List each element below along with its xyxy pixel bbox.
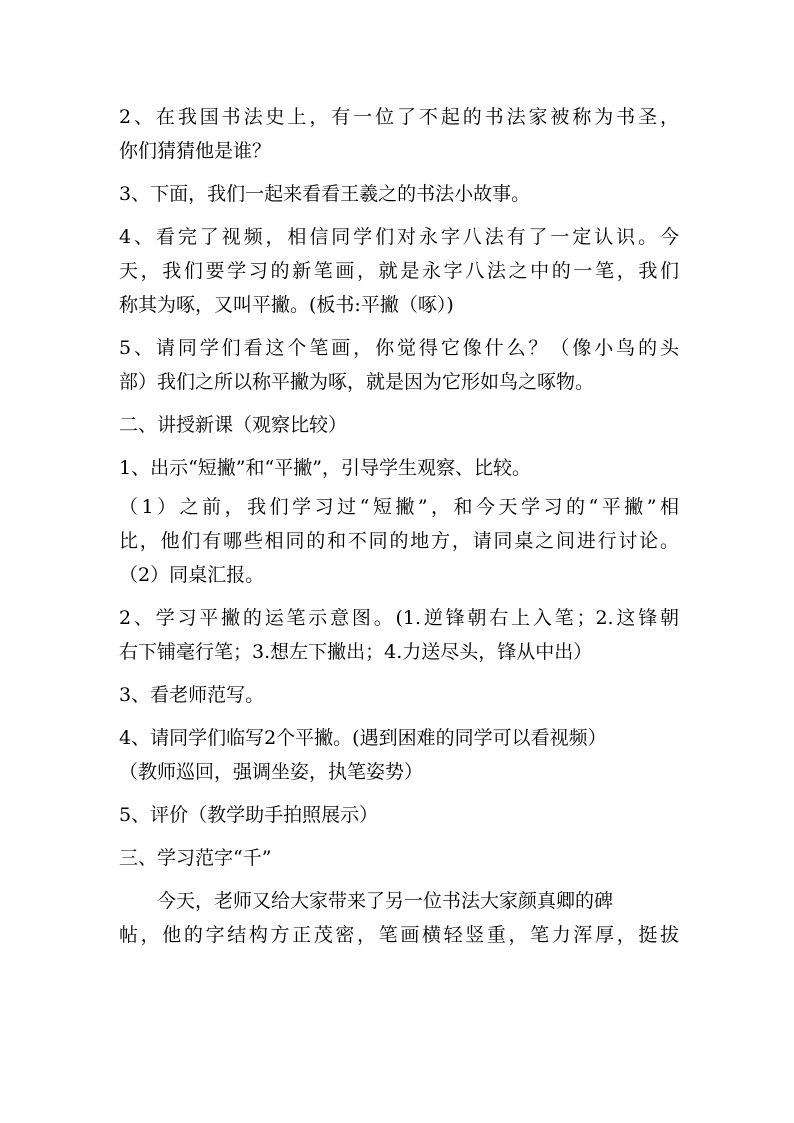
paragraph-4 xyxy=(119,331,679,399)
paragraph-8 xyxy=(119,558,679,592)
text-line: 4、看完了视频，相信同学们对永字八法有了一定认识。今 xyxy=(119,226,679,248)
paragraph-2 xyxy=(119,177,679,211)
paragraph-11 xyxy=(119,721,679,789)
text-line: 比，他们有哪些相同的和不同的地方，请同桌之间进行讨论。 xyxy=(119,530,679,552)
text-line: 3、看老师范写。 xyxy=(119,684,265,706)
paragraph-12 xyxy=(119,798,679,832)
section-heading-2 xyxy=(119,408,679,442)
section-heading: 二、讲授新课（观察比较） xyxy=(119,414,348,436)
text-line: 部）我们之所以称平撇为啄，就是因为它形如鸟之啄物。 xyxy=(119,371,595,393)
text-line: 天，我们要学习的新笔画，就是永字八法之中的一笔，我们 xyxy=(119,260,679,282)
text-line: 5、评价（教学助手拍照展示） xyxy=(119,804,379,826)
text-line: 帖，他的字结构方正茂密，笔画横轻竖重，笔力浑厚，挺拔 xyxy=(119,924,679,946)
text-line: 右下铺毫行笔；3.想左下撇出；4.力送尽头，锋从中出） xyxy=(119,641,593,663)
text-line: （2）同桌汇报。 xyxy=(119,564,265,586)
paragraph-1 xyxy=(119,100,679,168)
paragraph-7 xyxy=(119,490,679,558)
text-line: 1、出示“短撇”和“平撇”，引导学生观察、比较。 xyxy=(119,457,531,479)
text-line: 4、请同学们临写2个平撇。(遇到困难的同学可以看视频） xyxy=(119,727,607,749)
text-line: 5、请同学们看这个笔画，你觉得它像什么？（像小鸟的头 xyxy=(119,337,679,359)
paragraph-6 xyxy=(119,451,679,485)
section-heading: 三、学习范字“千” xyxy=(119,847,272,869)
text-line: 3、下面，我们一起来看看王羲之的书法小故事。 xyxy=(119,183,531,205)
paragraph-10 xyxy=(119,678,679,712)
text-line: 2、在我国书法史上，有一位了不起的书法家被称为书圣， xyxy=(119,106,679,128)
paragraph-14 xyxy=(119,884,679,952)
text-line: （教师巡回，强调坐姿，执笔姿势） xyxy=(119,761,424,783)
document-body xyxy=(119,100,679,952)
paragraph-3 xyxy=(119,220,679,322)
text-line: 2、学习平撇的运笔示意图。(1.逆锋朝右上入笔；2.这锋朝 xyxy=(119,607,679,629)
paragraph-9 xyxy=(119,601,679,669)
section-heading-3 xyxy=(119,841,679,875)
text-line: 称其为啄，又叫平撇。(板书:平撇（啄）) xyxy=(119,294,454,316)
text-line: 今天，老师又给大家带来了另一位书法大家颜真卿的碑 xyxy=(119,890,614,912)
text-line: 你们猜猜他是谁？ xyxy=(119,140,272,162)
text-line: （1）之前，我们学习过“短撇”，和今天学习的“平撇”相 xyxy=(119,496,679,518)
